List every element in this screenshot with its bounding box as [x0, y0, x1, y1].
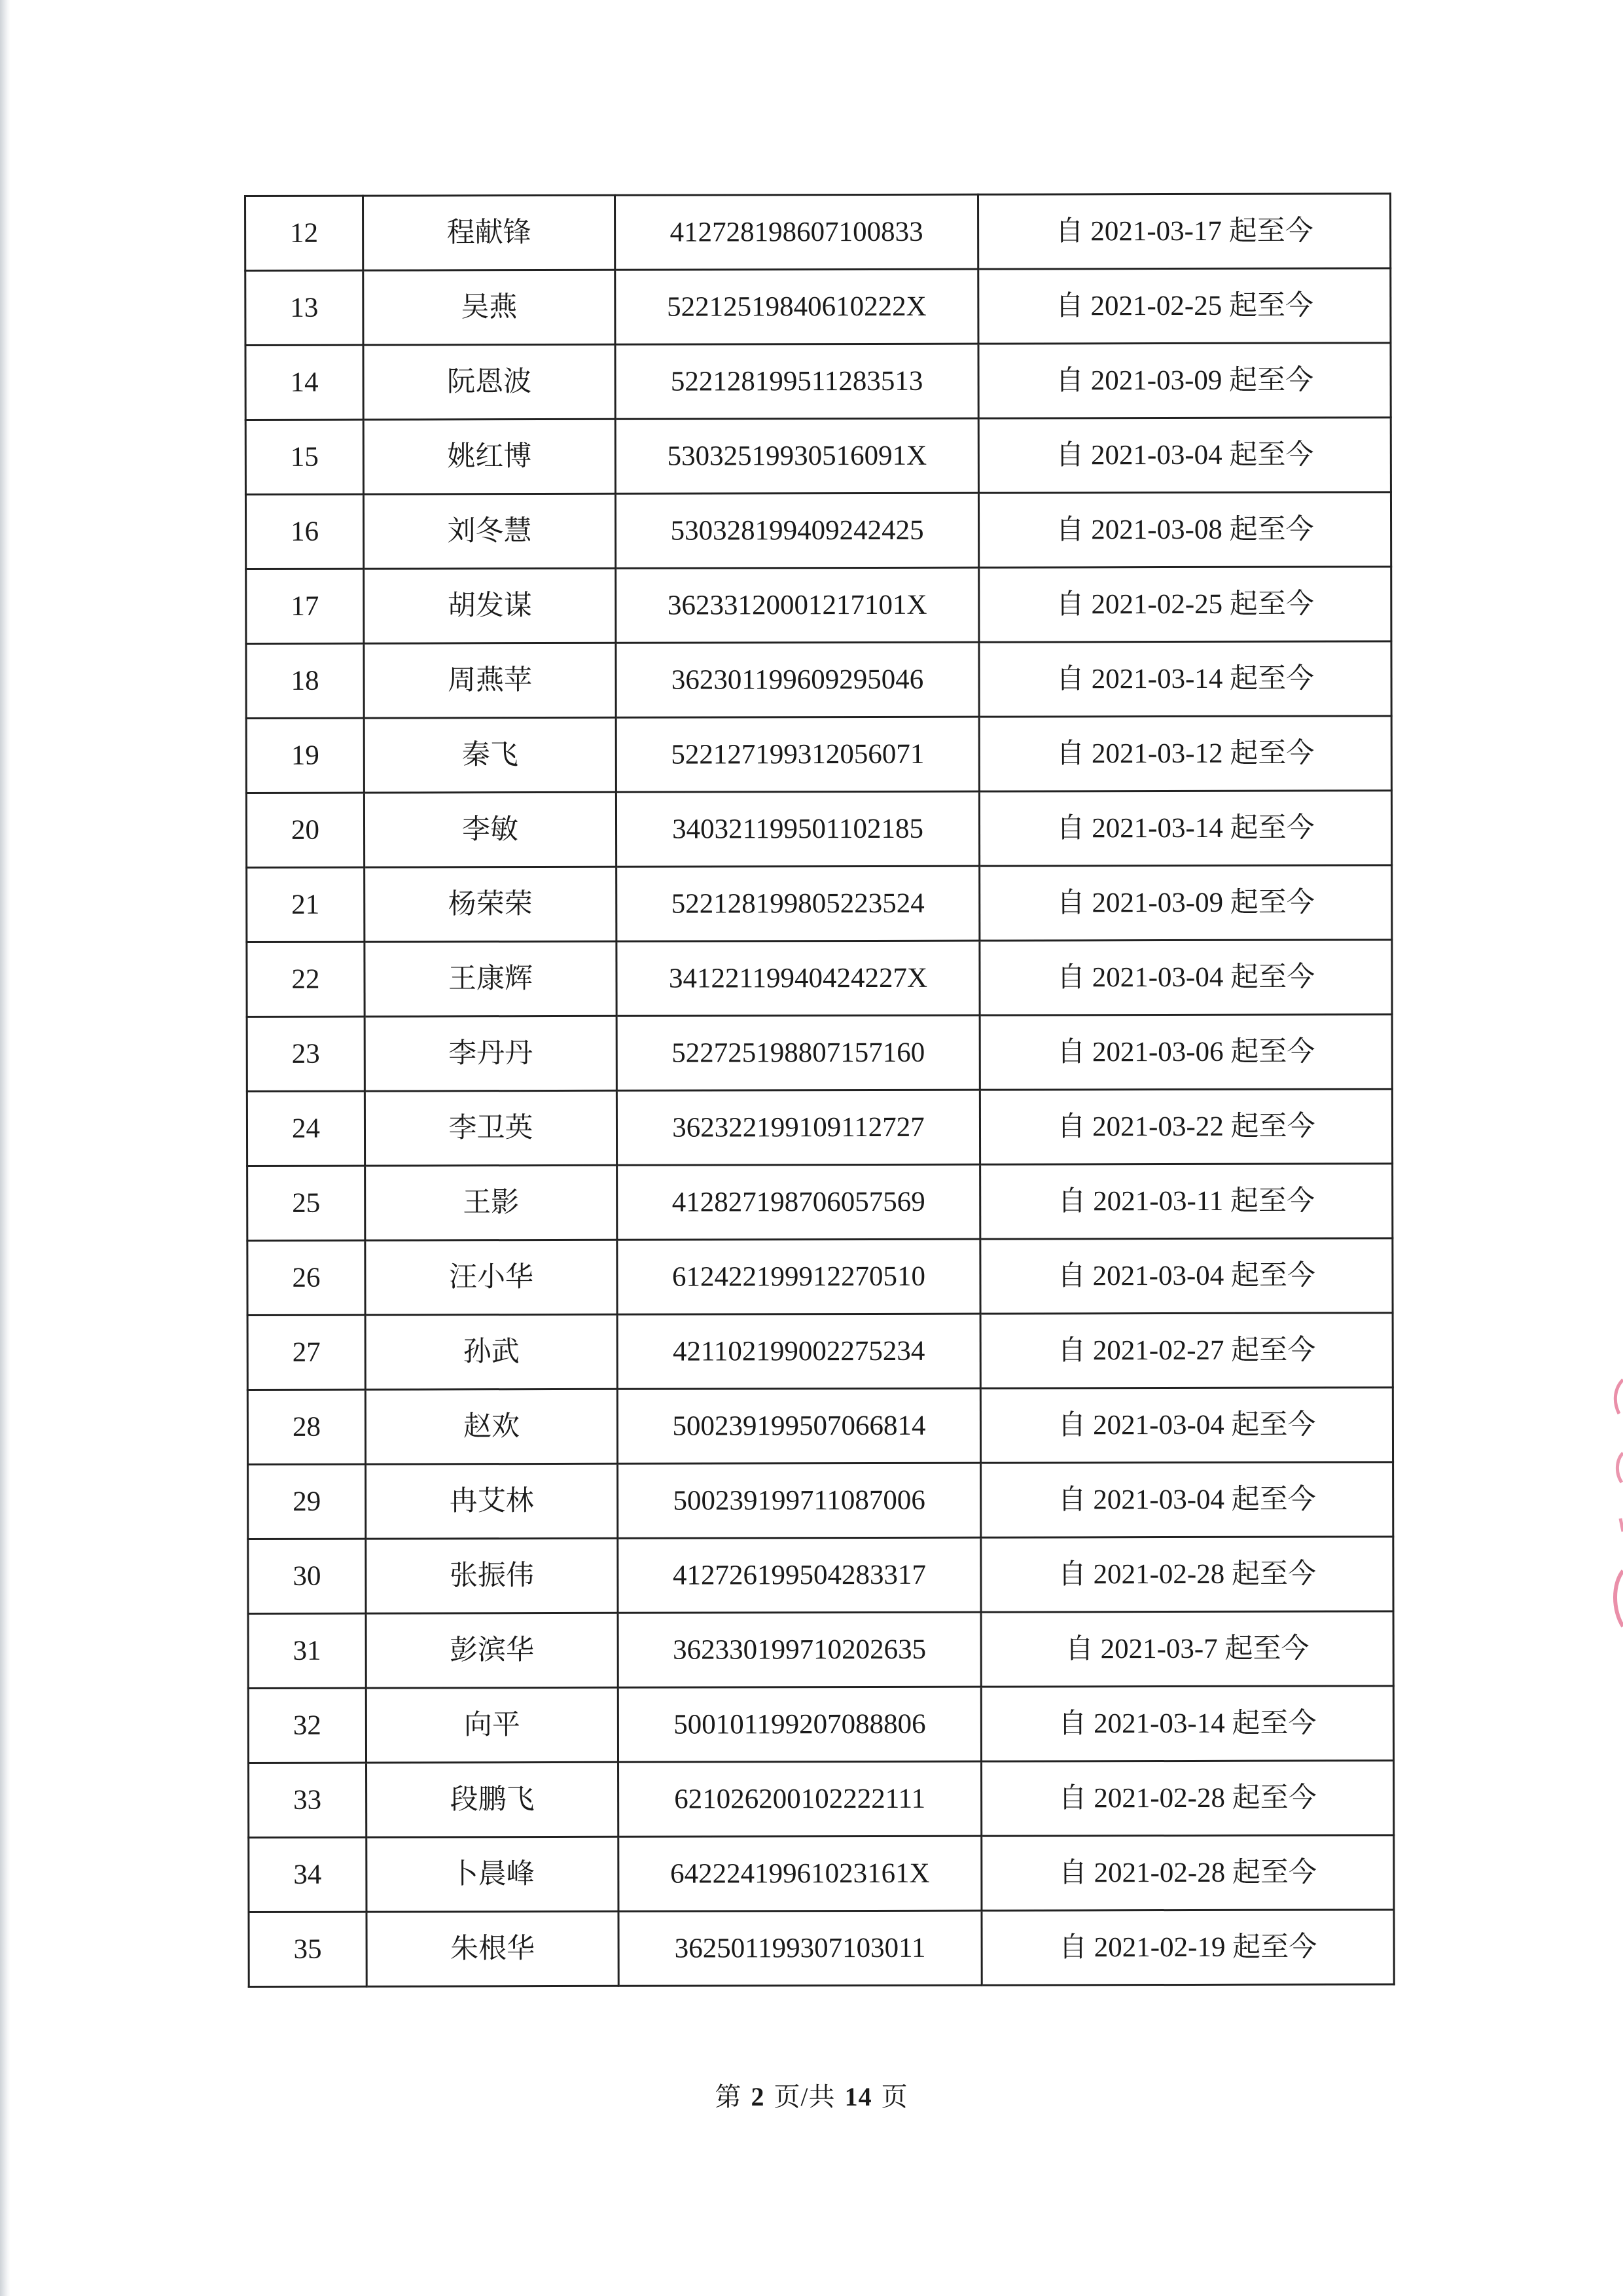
cell-period: 自 2021-03-7 起至今	[981, 1611, 1393, 1687]
cell-period: 自 2021-03-09 起至今	[980, 865, 1392, 941]
cell-name: 刘冬慧	[363, 493, 615, 569]
cell-id-number: 340321199501102185	[616, 791, 979, 867]
cell-id-number: 362301199609295046	[616, 642, 979, 717]
cell-name: 王康辉	[365, 941, 616, 1016]
cell-period: 自 2021-02-28 起至今	[982, 1835, 1394, 1910]
cell-number: 27	[247, 1315, 365, 1390]
cell-name: 秦飞	[364, 717, 616, 793]
table-row	[247, 1164, 1393, 1241]
cell-id-number: 621026200102222111	[618, 1761, 982, 1837]
cell-id-number: 421102199002275234	[617, 1314, 980, 1389]
cell-name: 杨荣荣	[365, 867, 616, 942]
personnel-table	[244, 192, 1395, 1988]
footer-prefix: 第	[715, 2082, 742, 2111]
table-row	[248, 1686, 1393, 1763]
cell-period: 自 2021-02-19 起至今	[982, 1910, 1394, 1985]
cell-name: 冉艾林	[366, 1463, 618, 1539]
cell-number: 23	[247, 1016, 365, 1091]
cell-number: 28	[247, 1390, 365, 1464]
cell-number: 20	[246, 793, 364, 867]
table-row	[245, 194, 1391, 271]
cell-period: 自 2021-03-12 起至今	[979, 716, 1391, 791]
table-row	[249, 1910, 1394, 1987]
cell-id-number: 500101199207088806	[618, 1687, 981, 1762]
cell-number: 25	[247, 1166, 365, 1240]
table-row	[247, 1014, 1392, 1092]
cell-number: 15	[245, 420, 363, 494]
cell-id-number: 500239199711087006	[618, 1463, 981, 1538]
cell-id-number: 522128199511283513	[615, 344, 978, 419]
cell-period: 自 2021-03-04 起至今	[980, 1238, 1393, 1314]
cell-id-number: 522127199312056071	[616, 717, 979, 792]
footer-suffix: 页	[881, 2082, 908, 2111]
cell-number: 31	[248, 1613, 366, 1688]
table-row	[246, 567, 1391, 644]
cell-period: 自 2021-03-14 起至今	[979, 641, 1391, 717]
cell-number: 30	[248, 1539, 366, 1613]
cell-id-number: 522128199805223524	[616, 866, 980, 941]
cell-name: 段鹏飞	[366, 1762, 618, 1837]
cell-period: 自 2021-03-14 起至今	[979, 791, 1391, 866]
page-footer	[0, 2076, 1623, 2113]
cell-name: 王影	[365, 1165, 617, 1240]
table-row	[247, 1238, 1393, 1316]
cell-name: 赵欢	[365, 1389, 617, 1464]
cell-name: 李丹丹	[365, 1016, 616, 1091]
table-row	[246, 641, 1391, 719]
table-row	[248, 1611, 1393, 1689]
cell-id-number: 34122119940424227X	[616, 941, 980, 1016]
cell-id-number: 53032519930516091X	[615, 418, 978, 493]
cell-period: 自 2021-03-22 起至今	[980, 1089, 1392, 1164]
cell-id-number: 500239199507066814	[617, 1388, 980, 1463]
cell-period: 自 2021-03-04 起至今	[980, 1388, 1393, 1463]
cell-id-number: 522725198807157160	[616, 1015, 980, 1090]
cell-number: 22	[247, 942, 365, 1016]
cell-name: 朱根华	[366, 1911, 618, 1986]
cell-period: 自 2021-03-06 起至今	[980, 1014, 1392, 1090]
cell-name: 卜晨峰	[366, 1837, 618, 1912]
cell-period: 自 2021-03-17 起至今	[978, 194, 1391, 269]
footer-page-number: 2	[751, 2082, 765, 2111]
cell-period: 自 2021-03-04 起至今	[981, 1462, 1393, 1537]
cell-period: 自 2021-02-27 起至今	[980, 1313, 1393, 1388]
cell-number: 19	[246, 718, 364, 793]
cell-name: 胡发谋	[364, 568, 616, 643]
table-row	[245, 418, 1391, 495]
footer-middle: 页/共	[774, 2082, 836, 2111]
cell-number: 26	[247, 1240, 365, 1315]
cell-name: 李敏	[364, 792, 616, 867]
cell-id-number: 412728198607100833	[615, 194, 978, 270]
cell-id-number: 412726199504283317	[618, 1537, 981, 1613]
cell-period: 自 2021-03-04 起至今	[978, 418, 1391, 493]
cell-period: 自 2021-03-04 起至今	[980, 940, 1392, 1015]
cell-name: 李卫英	[365, 1090, 616, 1166]
personnel-table-body	[245, 194, 1395, 1987]
table-row	[247, 1089, 1392, 1166]
cell-number: 34	[249, 1837, 366, 1912]
cell-id-number: 362501199307103011	[618, 1910, 982, 1986]
table-row	[247, 1388, 1393, 1465]
table-row	[245, 268, 1391, 346]
cell-id-number: 530328199409242425	[615, 493, 978, 568]
cell-number: 24	[247, 1091, 365, 1166]
table-row	[246, 716, 1391, 793]
table-row	[248, 1462, 1393, 1539]
scan-left-edge	[0, 0, 10, 2296]
cell-name: 姚红博	[363, 419, 615, 494]
cell-number: 33	[249, 1763, 366, 1837]
cell-period: 自 2021-02-28 起至今	[981, 1537, 1393, 1612]
table-row	[249, 1835, 1394, 1912]
cell-name: 张振伟	[366, 1538, 618, 1613]
cell-number: 32	[248, 1688, 366, 1763]
table-row	[246, 791, 1391, 868]
cell-number: 18	[246, 643, 364, 718]
cell-number: 13	[245, 270, 363, 345]
cell-period: 自 2021-03-14 起至今	[981, 1686, 1393, 1761]
cell-name: 孙武	[365, 1314, 617, 1390]
cell-id-number: 36233120001217101X	[616, 567, 979, 643]
cell-period: 自 2021-02-28 起至今	[982, 1761, 1394, 1836]
cell-number: 12	[245, 196, 363, 270]
seal-stamp-fragment	[1603, 1374, 1623, 1636]
cell-number: 16	[245, 494, 363, 569]
cell-name: 向平	[366, 1687, 618, 1763]
cell-number: 35	[249, 1912, 366, 1986]
cell-id-number: 412827198706057569	[617, 1164, 980, 1240]
cell-period: 自 2021-03-11 起至今	[980, 1164, 1393, 1239]
table-row	[247, 1313, 1393, 1390]
cell-number: 21	[247, 867, 365, 942]
table-row	[248, 1537, 1393, 1614]
cell-period: 自 2021-02-25 起至今	[979, 567, 1391, 642]
cell-period: 自 2021-03-09 起至今	[978, 343, 1391, 418]
cell-name: 吴燕	[363, 270, 615, 345]
cell-period: 自 2021-03-08 起至今	[978, 492, 1391, 567]
cell-period: 自 2021-02-25 起至今	[978, 268, 1391, 344]
cell-id-number: 52212519840610222X	[615, 269, 978, 344]
table-row	[245, 343, 1391, 420]
cell-name: 阮恩波	[363, 344, 615, 420]
cell-id-number: 612422199912270510	[617, 1239, 980, 1314]
table-row	[247, 940, 1392, 1017]
cell-number: 29	[248, 1464, 366, 1539]
cell-id-number: 362322199109112727	[616, 1090, 980, 1165]
table-row	[245, 492, 1391, 569]
cell-id-number: 362330199710202635	[618, 1612, 981, 1687]
footer-total-pages: 14	[844, 2082, 872, 2111]
cell-number: 14	[245, 345, 363, 420]
cell-name: 周燕苹	[364, 643, 616, 718]
cell-id-number: 64222419961023161X	[618, 1836, 982, 1911]
table-row	[249, 1761, 1394, 1838]
cell-name: 彭滨华	[366, 1613, 618, 1688]
cell-number: 17	[246, 569, 364, 643]
table-row	[247, 865, 1392, 942]
cell-name: 程献锋	[363, 195, 615, 270]
cell-name: 汪小华	[365, 1240, 617, 1315]
